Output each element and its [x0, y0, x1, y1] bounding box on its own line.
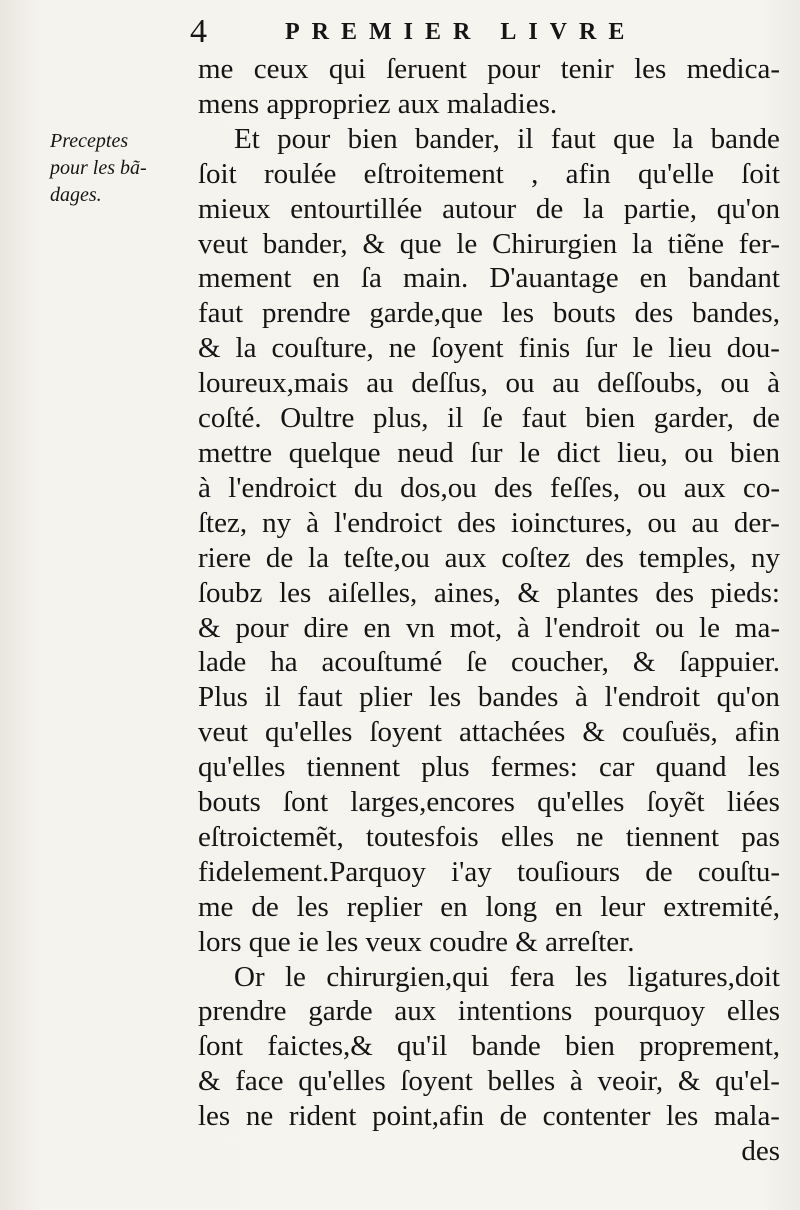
text-line: riere de la teſte,ou aux coſtez des temples, ny [198, 541, 780, 574]
text-line: mettre quelque neud ſur le dict lieu, ou bien [198, 436, 780, 469]
text-line: eſtroictemẽt, toutesfois elles ne tiennent pas [198, 820, 780, 853]
text-line: me ceux qui ſeruent pour tenir les medica- [198, 53, 780, 85]
text-line: qu'elles tiennent plus fermes: car quand les [198, 751, 780, 784]
text-line: veut bander, & que le Chirurgien la tiẽne fer- [198, 227, 780, 260]
page-number: 4 [190, 13, 207, 50]
text-line: ſoit roulée eſtroitement , afin qu'elle ſoit [198, 157, 780, 190]
text-line: Et pour bien bander, il faut que la bande [234, 122, 780, 155]
text-line: lors que ie les veux coudre & arreſter. [198, 925, 635, 958]
page-header [190, 12, 780, 52]
text-line: fidelement.Parquoy i'ay touſiours de couſtu- [198, 855, 780, 888]
text-line: à l'endroict du dos,ou des feſſes, ou aux co- [198, 471, 780, 504]
text-line: les ne rident point,afin de contenter les mala- [198, 1100, 780, 1133]
margin-note-line: Preceptes [50, 130, 129, 152]
text-line: me de les replier en long en leur extremité, [198, 890, 780, 923]
body-text [198, 52, 780, 1169]
running-title: PREMIER LIVRE [285, 19, 637, 45]
margin-note [50, 128, 180, 209]
text-line: Plus il faut plier les bandes à l'endroit qu'on [198, 681, 780, 714]
text-line: ſtez, ny à l'endroict des ioinctures, ou au der- [198, 506, 780, 539]
margin-note-line: pour les bã- [50, 157, 147, 179]
text-line: lade ha acouſtumé ſe coucher, & ſappuier. [198, 646, 780, 679]
text-line: Or le chirurgien,qui fera les ligatures,doit [234, 960, 780, 993]
text-line: mens appropriez aux maladies. [198, 87, 558, 120]
text-line: bouts ſont larges,encores qu'elles ſoyẽt liées [198, 786, 780, 819]
margin-note-line: dages. [50, 184, 102, 206]
text-line: mement en ſa main. D'auantage en bandant [198, 262, 780, 295]
text-line: loureux,mais au deſſus, ou au deſſoubs, ou à [198, 367, 780, 400]
text-line: coſté. Oultre plus, il ſe faut bien garder, de [198, 402, 780, 435]
text-line: veut qu'elles ſoyent attachées & couſuës, afin [198, 716, 780, 749]
text-line: mieux entourtillée autour de la partie, qu'on [198, 192, 780, 225]
text-line: & face qu'elles ſoyent belles à veoir, & qu'el- [198, 1065, 780, 1098]
text-line: prendre garde aux intentions pourquoy elles [198, 995, 780, 1028]
text-line: ſont faictes,& qu'il bande bien proprement, [198, 1030, 780, 1063]
text-line: & pour dire en vn mot, à l'endroit ou le ma- [198, 611, 780, 644]
text-line: & la couſture, ne ſoyent finis ſur le lieu dou- [198, 332, 780, 365]
catchword: des [741, 1135, 780, 1168]
text-line: faut prendre garde,que les bouts des bandes, [198, 297, 780, 330]
text-line: ſoubz les aiſelles, aines, & plantes des pieds: [198, 576, 780, 609]
